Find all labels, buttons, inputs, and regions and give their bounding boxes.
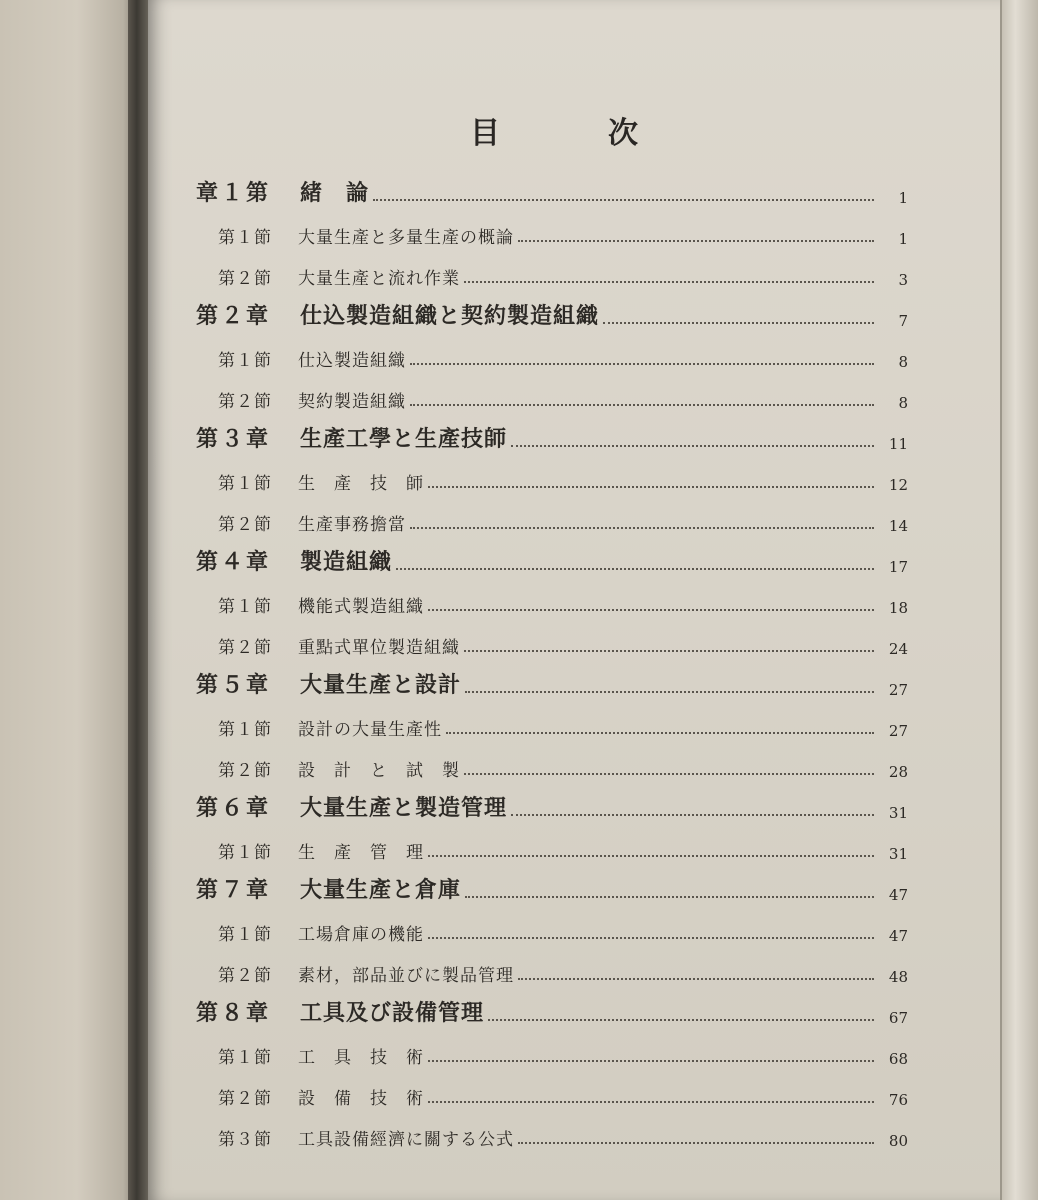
leader-dots [410,363,874,365]
toc-section-row [196,207,908,248]
page-number: 48 [888,968,908,986]
page-number: 8 [898,394,908,412]
leader-dots [428,486,874,488]
leader-dots [518,240,874,242]
leader-dots [511,445,874,447]
chapter-title: 仕込製造組織と契約製造組織 [300,303,600,329]
section-title: 生產事務擔當 [298,515,406,535]
page-number: 18 [888,599,908,617]
page-number: 17 [888,558,908,576]
leader-dots [428,855,874,857]
toc-chapter-row [196,781,908,822]
section-number: 第２節 [218,269,272,289]
section-title: 契約製造組織 [298,392,406,412]
toc-section-row [196,740,908,781]
leader-dots [410,404,874,406]
section-number: 第１節 [218,351,272,371]
toc-list [196,166,908,1150]
section-title: 大量生產と多量生產の概論 [298,228,514,248]
section-number: 第２節 [218,638,272,658]
toc-chapter-row [196,986,908,1027]
leader-dots [428,609,874,611]
page-number: 31 [888,804,908,822]
page-number: 47 [888,927,908,945]
toc-section-row [196,699,908,740]
toc-chapter-row [196,289,908,330]
section-number: 第１節 [218,1048,272,1068]
section-number: 第２節 [218,966,272,986]
toc-section-row [196,494,908,535]
chapter-number: 第２章 [196,303,272,329]
section-title: 設 備 技 術 [298,1089,424,1109]
page-number: 7 [898,312,908,330]
chapter-title: 緒 論 [300,180,370,206]
toc-section-row [196,248,908,289]
leader-dots [410,527,874,529]
toc-section-row [196,945,908,986]
page-number: 27 [888,722,908,740]
leader-dots [373,199,874,201]
chapter-number: 第５章 [196,672,272,698]
toc-chapter-row [196,863,908,904]
book-gutter [128,0,150,1200]
leader-dots [518,1142,874,1144]
leader-dots [396,568,874,570]
chapter-number: 第７章 [196,877,272,903]
toc-heading-char: 目 [470,116,502,151]
page-number: 47 [888,886,908,904]
section-title: 機能式製造組織 [298,597,424,617]
chapter-title: 工具及び設備管理 [300,1000,485,1026]
leader-dots [428,937,874,939]
section-title: 設 計 と 試 製 [298,761,460,781]
chapter-title: 大量生產と倉庫 [300,877,462,903]
section-title: 素材，部品並びに製品管理 [298,966,514,986]
page-number: 80 [888,1132,908,1150]
left-page-edge [0,0,140,1200]
section-title: 仕込製造組織 [298,351,406,371]
toc-chapter-row [196,535,908,576]
page-number: 1 [898,189,908,207]
leader-dots [428,1101,874,1103]
section-number: 第３節 [218,1130,272,1150]
leader-dots [511,814,874,816]
leader-dots [603,322,874,324]
toc-chapter-row [196,412,908,453]
chapter-title: 大量生產と製造管理 [300,795,508,821]
chapter-number: 第６章 [196,795,272,821]
chapter-number: 第４章 [196,549,272,575]
page-number: 3 [898,271,908,289]
section-title: 生 產 技 師 [298,474,424,494]
leader-dots [464,281,874,283]
toc-section-row [196,453,908,494]
section-title: 重點式單位製造組織 [298,638,460,658]
section-number: 第１節 [218,843,272,863]
toc-chapter-row [196,166,908,207]
section-number: 第１節 [218,597,272,617]
page-number: 24 [888,640,908,658]
chapter-number: 第３章 [196,426,272,452]
chapter-title: 製造組織 [300,549,393,575]
toc-section-row [196,576,908,617]
section-number: 第１節 [218,925,272,945]
page-number: 76 [888,1091,908,1109]
leader-dots [446,732,874,734]
page-number: 1 [898,230,908,248]
leader-dots [465,691,874,693]
leader-dots [488,1019,874,1021]
page-number: 31 [888,845,908,863]
toc-section-row [196,1027,908,1068]
toc-section-row [196,904,908,945]
page-number: 8 [898,353,908,371]
page-number: 27 [888,681,908,699]
section-title: 工場倉庫の機能 [298,925,424,945]
page-number: 14 [888,517,908,535]
toc-section-row [196,617,908,658]
section-title: 工具設備經濟に關する公式 [298,1130,514,1150]
toc-section-row [196,1109,908,1150]
section-number: 第１節 [218,228,272,248]
section-number: 第２節 [218,1089,272,1109]
toc-section-row [196,822,908,863]
page-number: 28 [888,763,908,781]
section-number: 第１節 [218,474,272,494]
leader-dots [518,978,874,980]
section-number: 第１節 [218,720,272,740]
page-stack-edge [1000,0,1038,1200]
toc-chapter-row [196,658,908,699]
chapter-title: 大量生產と設計 [300,672,462,698]
page-number: 67 [888,1009,908,1027]
section-number: 第２節 [218,392,272,412]
chapter-title: 生產工學と生產技師 [300,426,508,452]
section-title: 工 具 技 術 [298,1048,424,1068]
leader-dots [464,773,874,775]
toc-section-row [196,330,908,371]
leader-dots [464,650,874,652]
toc-section-row [196,1068,908,1109]
section-number: 第２節 [218,515,272,535]
section-title: 生 產 管 理 [298,843,424,863]
chapter-number: 第８章 [196,1000,272,1026]
toc-section-row [196,371,908,412]
page-number: 12 [888,476,908,494]
chapter-number: 章１第 [196,180,272,206]
section-title: 大量生產と流れ作業 [298,269,460,289]
toc-heading-char: 次 [608,116,640,151]
leader-dots [465,896,874,898]
page-number: 68 [888,1050,908,1068]
section-number: 第２節 [218,761,272,781]
toc-heading [470,108,640,152]
page-number: 11 [888,435,908,453]
leader-dots [428,1060,874,1062]
section-title: 設計の大量生產性 [298,720,442,740]
